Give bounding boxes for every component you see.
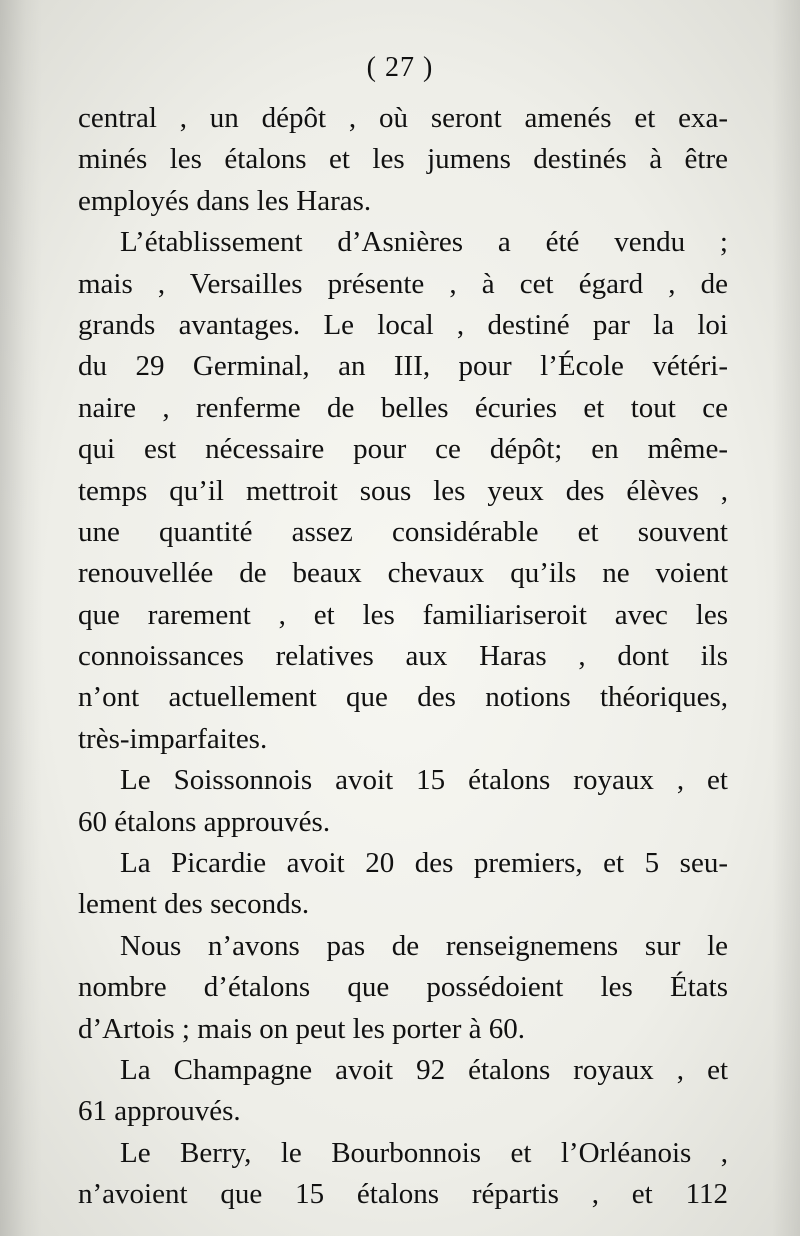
text-line: Le Berry, le Bourbonnois et l’Orléanois , — [120, 1136, 728, 1169]
body-text — [78, 98, 728, 1216]
text-line: La Picardie avoit 20 des premiers, et 5 seu- — [120, 847, 728, 880]
text-line: n’avoient que 15 étalons répartis , et 112 — [78, 1178, 728, 1211]
text-line: L’établissement d’Asnières a été vendu ; — [120, 226, 728, 259]
text-line: très-imparfaites. — [78, 722, 268, 755]
page-number: ( 27 ) — [366, 52, 434, 83]
text-line: nombre d’étalons que possédoient les États — [78, 971, 728, 1004]
page-edge-shadow — [772, 0, 800, 1236]
text-line: Nous n’avons pas de renseignemens sur le — [120, 929, 728, 962]
text-line: d’Artois ; mais on peut les porter à 60. — [78, 1012, 525, 1045]
text-line: lement des seconds. — [78, 888, 310, 921]
text-line: renouvellée de beaux chevaux qu’ils ne voient — [78, 557, 728, 590]
text-line: Le Soissonnois avoit 15 étalons royaux , et — [120, 764, 728, 797]
text-line: central , un dépôt , où seront amenés et exa- — [78, 102, 728, 134]
text-line: que rarement , et les familiariseroit avec les — [78, 598, 728, 631]
text-line: minés les étalons et les jumens destinés à être — [78, 143, 728, 176]
text-line: grands avantages. Le local , destiné par la loi — [78, 308, 728, 341]
text-line: mais , Versailles présente , à cet égard , de — [78, 267, 728, 300]
text-line: du 29 Germinal, an III, pour l’École vétéri- — [78, 350, 728, 383]
text-line: temps qu’il mettroit sous les yeux des élèves , — [78, 474, 728, 507]
text-line: connoissances relatives aux Haras , dont ils — [78, 640, 728, 673]
text-line: naire , renferme de belles écuries et tout ce — [78, 391, 728, 424]
text-line: n’ont actuellement que des notions théoriques, — [78, 681, 728, 714]
text-line: 61 approuvés. — [78, 1095, 241, 1128]
gutter-shadow — [0, 0, 42, 1236]
text-line: 60 étalons approuvés. — [78, 805, 331, 838]
text-line: qui est nécessaire pour ce dépôt; en même- — [78, 433, 728, 466]
text-line: La Champagne avoit 92 étalons royaux , et — [120, 1053, 728, 1086]
text-line: une quantité assez considérable et souvent — [78, 515, 728, 548]
text-line: employés dans les Haras. — [78, 184, 372, 217]
